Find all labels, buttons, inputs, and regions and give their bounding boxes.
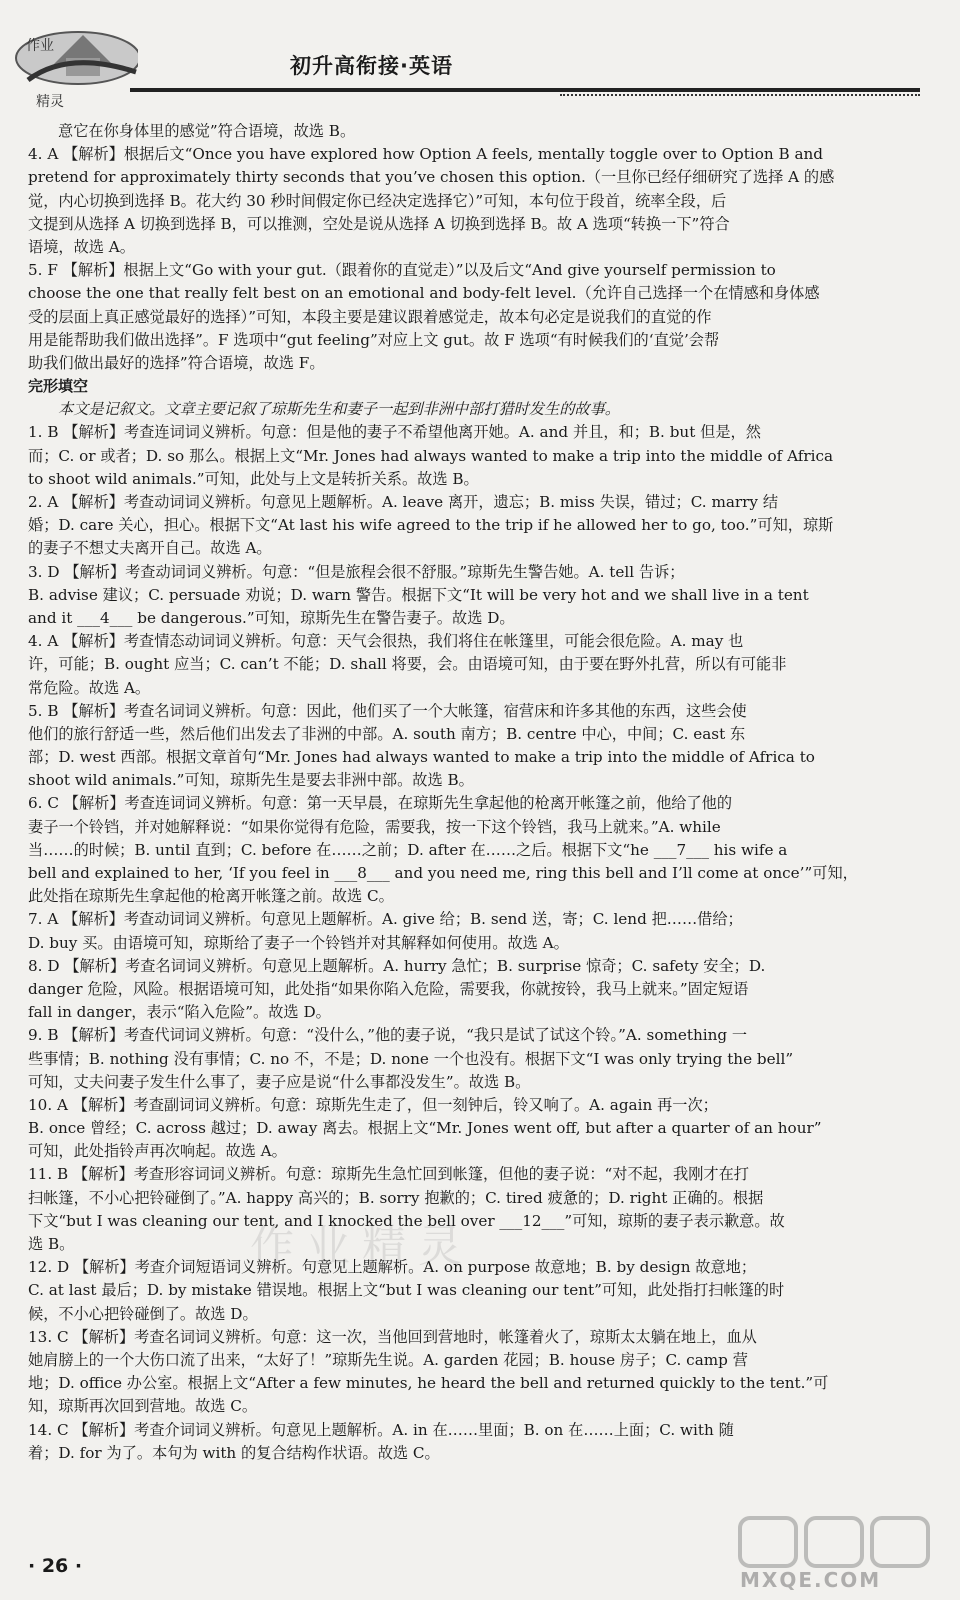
text-line: 当……的时候；B. until 直到；C. before 在……之前；D. after 在……之后。根据下文“he ___7___ his wife a	[28, 840, 788, 859]
text-line: 常危险。故选 A。	[28, 678, 151, 697]
text-line: choose the one that really felt best on an emotional and body-felt level.（允许自己选择一个在情感和身体感	[28, 284, 820, 303]
text-line: 他们的旅行舒适一些，然后他们出发去了非洲的中部。A. south 南方；B. centre 中心，中间；C. east 东	[28, 724, 746, 743]
text-line: 助我们做出最好的选择”符合语境，故选 F。	[28, 353, 325, 372]
text-line: 1. B 【解析】考查连词词义辨析。句意：但是他的妻子不希望他离开她。A. and 并且，和；B. but 但是，然	[28, 423, 761, 442]
text-line: 2. A 【解析】考查动词词义辨析。句意见上题解析。A. leave 离开，遗忘；B. miss 失误，错过；C. marry 结	[28, 493, 779, 511]
watermark-center: 作业精灵	[250, 1221, 474, 1272]
page-header	[0, 0, 960, 120]
text-line: bell and explained to her, ‘If you feel in ___8___ and you need me, ring this bell and I’ll come at once’”可知，	[28, 864, 858, 882]
text-line: 14. C 【解析】考查介词词义辨析。句意见上题解析。A. in 在……里面；B. on 在……上面；C. with 随	[28, 1420, 734, 1439]
text-line: 9. B 【解析】考查代词词义辨析。句意：“没什么，”他的妻子说，“我只是试了试这个铃。”A. something 一	[28, 1026, 748, 1045]
text-line: 12. D 【解析】考查介词短语词义辨析。句意见上题解析。A. on purpose 故意地；B. by design 故意地；	[28, 1258, 757, 1277]
text-line: 5. F 【解析】根据上文“Go with your gut.（跟着你的直觉走）”以及后文“And give yourself permission to	[28, 261, 776, 280]
text-line: 4. A 【解析】根据后文“Once you have explored how Option A feels, mentally toggle over to Option B and	[28, 145, 824, 164]
text-line: B. advise 建议；C. persuade 劝说；D. warn 警告。根据下文“It will be very hot and we shall live in a tent	[28, 585, 809, 604]
text-line: 11. B 【解析】考查形容词词义辨析。句意：琼斯先生急忙回到帐篷，但他的妻子说：“对不起，我刚才在打	[28, 1165, 749, 1184]
text-line: to shoot wild animals.”可知，此处与上文是转折关系。故选 B。	[28, 469, 479, 488]
text-line: 着；D. for 为了。本句为 with 的复合结构作状语。故选 C。	[28, 1443, 440, 1462]
text-line: 候，不小心把铃碰倒了。故选 D。	[28, 1304, 258, 1323]
text-line: fall in danger，表示“陷入危险”。故选 D。	[28, 1003, 331, 1022]
text-line: 13. C 【解析】考查名词词义辨析。句意：这一次，当他回到营地时，帐篷着火了，琼斯太太躺在地上，血从	[28, 1327, 757, 1346]
text-line: 的妻子不想丈夫离开自己。故选 A。	[28, 539, 272, 558]
text-line: 选 B。	[28, 1235, 75, 1253]
text-line: 语境，故选 A。	[28, 237, 135, 256]
page-title: 初升高衔接·英语	[290, 54, 453, 78]
logo-text-bottom: 精灵	[36, 94, 64, 110]
text-line: 6. C 【解析】考查连词词义辨析。句意：第一天早晨，在琼斯先生拿起他的枪离开帐篷之前，他给了他的	[28, 794, 733, 813]
text-line: 知，琼斯再次回到营地。故选 C。	[28, 1397, 258, 1416]
text-line: 10. A 【解析】考查副词词义辨析。句意：琼斯先生走了，但一刻钟后，铃又响了。A. again 再一次；	[28, 1095, 718, 1114]
text-line: shoot wild animals.”可知，琼斯先生是要去非洲中部。故选 B。	[28, 771, 474, 790]
text-line: 本文是记叙文。文章主要记叙了琼斯先生和妻子一起到非洲中部打猎时发生的故事。	[58, 400, 620, 419]
text-line: 妻子一个铃铛，并对她解释说：“如果你觉得有危险，需要我，按一下这个铃铛，我马上就来。”A. while	[28, 817, 721, 836]
header-dotted-rule	[560, 94, 920, 96]
section-heading: 完形填空	[28, 377, 89, 396]
text-line: 她肩膀上的一个大伤口流了出来，“太好了！”琼斯先生说。A. garden 花园；B. house 房子；C. camp 营	[28, 1350, 748, 1369]
header-rule	[130, 88, 920, 92]
text-line: 扫帐篷，不小心把铃碰倒了。”A. happy 高兴的；B. sorry 抱歉的；C. tired 疲惫的；D. right 正确的。根据	[28, 1188, 764, 1207]
text-line: 觉，内心切换到选择 B。花大约 30 秒时间假定你已经决定选择它）”可知，本句位于段首，统率全段，后	[28, 191, 727, 210]
page-number: · 26 ·	[28, 1555, 83, 1577]
text-line: 文提到从选择 A 切换到选择 B，可以推测，空处是说从选择 A 切换到选择 B。故 A 选项“转换一下”符合	[28, 214, 730, 233]
text-line: 4. A 【解析】考查情态动词词义辨析。句意：天气会很热，我们将住在帐篷里，可能会很危险。A. may 也	[28, 632, 744, 651]
logo-icon	[8, 10, 138, 110]
text-line: 而；C. or 或者；D. so 那么。根据上文“Mr. Jones had always wanted to make a trip into the middle of Africa	[28, 446, 834, 465]
text-line: B. once 曾经；C. across 越过；D. away 离去。根据上文“Mr. Jones went off, but after a quarter of an hour”	[28, 1119, 822, 1138]
text-line: 地；D. office 办公室。根据上文“After a few minutes, he heard the bell and returned quickly to the tent.”可	[28, 1374, 829, 1393]
text-line: danger 危险，风险。根据语境可知，此处指“如果你陷入危险，需要我，你就按铃，我马上就来。”固定短语	[28, 979, 749, 998]
text-line: 5. B 【解析】考查名词词义辨析。句意：因此，他们买了一个大帐篷，宿营床和许多其他的东西，这些会使	[28, 701, 747, 720]
answer-explanations	[28, 120, 920, 1465]
text-line: 3. D 【解析】考查动词词义辨析。句意：“但是旅程会很不舒服。”琼斯先生警告她。A. tell 告诉；	[28, 562, 685, 581]
text-line: 部；D. west 西部。根据文章首句“Mr. Jones had always wanted to make a trip into the middle of Africa to	[28, 748, 815, 767]
text-line: 7. A 【解析】考查动词词义辨析。句意见上题解析。A. give 给；B. send 送，寄；C. lend 把……借给；	[28, 910, 743, 929]
text-line: 8. D 【解析】考查名词词义辨析。句意见上题解析。A. hurry 急忙；B. surprise 惊奇；C. safety 安全；D.	[28, 956, 766, 975]
watermark-corner	[730, 1510, 940, 1590]
text-line: 许，可能；B. ought 应当；C. can’t 不能；D. shall 将要，会。由语境可知，由于要在野外扎营，所以有可能非	[28, 655, 787, 674]
text-line: 可知，此处指铃声再次响起。故选 A。	[28, 1142, 287, 1161]
watermark-logo-icon	[730, 1510, 940, 1570]
text-line: 此处指在琼斯先生拿起他的枪离开帐篷之前。故选 C。	[28, 887, 394, 906]
watermark-url: MXQE.COM	[740, 1568, 882, 1592]
text-line: D. buy 买。由语境可知，琼斯给了妻子一个铃铛并对其解释如何使用。故选 A。	[28, 933, 569, 952]
text-line: 可知，丈夫问妻子发生什么事了，妻子应是说“什么事都没发生”。故选 B。	[28, 1072, 531, 1091]
text-line: 婚；D. care 关心，担心。根据下文“At last his wife agreed to the trip if he allowed her to go, too.”可知，琼斯	[28, 516, 834, 535]
logo-text-top: 作业	[26, 38, 54, 54]
text-line: 意它在你身体里的感觉”符合语境，故选 B。	[58, 122, 356, 140]
text-line: 受的层面上真正感觉最好的选择）”可知，本段主要是建议跟着感觉走，故本句必定是说我们的直觉的作	[28, 307, 712, 326]
text-line: and it ___4___ be dangerous.”可知，琼斯先生在警告妻子。故选 D。	[28, 608, 515, 627]
text-line: 下文“but I was cleaning our tent, and I knocked the bell over ___12___”可知，琼斯的妻子表示歉意。故	[28, 1211, 785, 1230]
text-line: 些事情；B. nothing 没有事情；C. no 不，不是；D. none 一个也没有。根据下文“I was only trying the bell”	[28, 1049, 794, 1068]
text-line: C. at last 最后；D. by mistake 错误地。根据上文“but I was cleaning our tent”可知，此处指打扫帐篷的时	[28, 1281, 785, 1300]
text-line: 用是能帮助我们做出选择”。F 选项中“gut feeling”对应上文 gut。故 F 选项“有时候我们的‘直觉’会帮	[28, 330, 720, 349]
text-line: pretend for approximately thirty seconds that you’ve chosen this option.（一旦你已经仔细研究了选择 A 的感	[28, 168, 835, 187]
